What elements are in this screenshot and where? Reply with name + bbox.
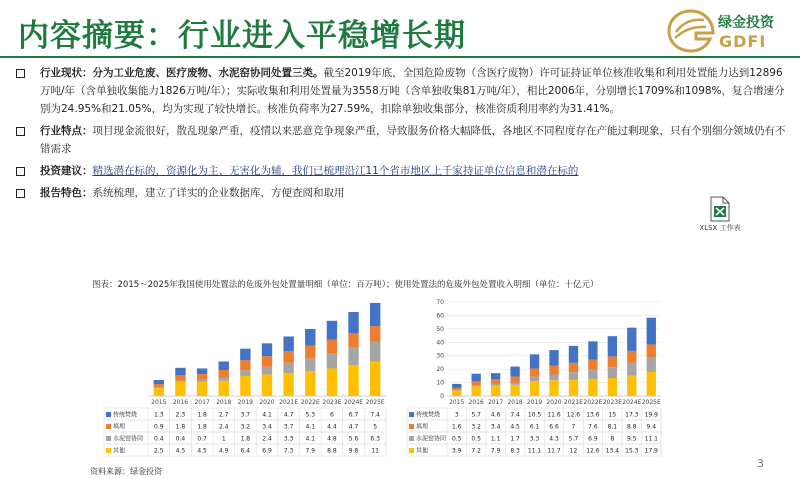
table-cell: 7.3 [283, 447, 294, 455]
y-tick-label: 50 [436, 325, 444, 333]
bar-segment [348, 333, 358, 348]
table-cell: 4.9 [218, 447, 229, 455]
legend-swatch [106, 436, 111, 441]
bar-segment [452, 391, 461, 396]
x-tick-label: 2020 [546, 399, 562, 406]
table-cell: 6.6 [549, 423, 559, 431]
checkbox-bullet-icon [16, 69, 25, 78]
table-cell: 8.3 [510, 447, 520, 455]
x-tick-label: 2025E [365, 399, 385, 406]
table-cell: 1.3 [154, 411, 164, 419]
x-tick-label: 2018 [216, 399, 232, 406]
bar-segment [647, 344, 656, 357]
bar-segment [370, 326, 380, 342]
x-tick-label: 2019 [237, 399, 254, 406]
table-cell: 4.1 [262, 411, 272, 419]
bar-segment [219, 378, 229, 381]
table-cell: 2.3 [175, 411, 186, 419]
bar-segment [154, 388, 164, 396]
table-cell: 11.6 [547, 411, 561, 419]
bar-segment [588, 360, 597, 370]
bar-segment [510, 383, 519, 385]
y-tick-label: 20 [436, 366, 444, 374]
bullet-text: 系统梳理，建立了详实的企业数据库，方便查阅和取用 [92, 187, 345, 199]
bullet-head: 报告特色： [40, 187, 93, 199]
table-cell: 7.6 [588, 423, 598, 431]
table-cell: 3.4 [490, 423, 501, 431]
table-cell: 3.2 [240, 423, 251, 431]
bar-segment [219, 370, 229, 378]
bar-segment [305, 358, 315, 371]
bar-segment [608, 356, 617, 367]
bar-segment [283, 336, 293, 351]
bar-segment [283, 373, 293, 396]
bar-segment [530, 381, 539, 396]
table-cell: 11.1 [644, 435, 658, 443]
table-cell: 12 [569, 447, 578, 455]
table-cell: 17.3 [625, 411, 639, 419]
bar-segment [569, 380, 578, 396]
x-tick-label: 2022E [300, 399, 320, 406]
bar-segment [283, 363, 293, 373]
bar-segment [588, 379, 597, 396]
disposal-revenue-chart [405, 292, 665, 462]
bar-segment [588, 370, 597, 379]
table-cell: 6 [329, 411, 334, 419]
table-cell: 7.4 [370, 411, 380, 419]
bar-segment [240, 376, 250, 396]
investment-link[interactable]: 精选潜在标的，资源化为主、无害化为辅，我们已梳理沿江11个省市地区上千家持证单位信息和潜在标的 [92, 165, 579, 177]
table-cell: 1.8 [175, 423, 186, 431]
table-cell: 12.6 [586, 447, 600, 455]
bar-segment [627, 328, 636, 351]
bar-segment [510, 367, 519, 377]
table-cell: 15 [608, 411, 617, 419]
bar-segment [569, 372, 578, 380]
table-cell: 5.7 [471, 411, 481, 419]
legend-label: 传统焚烧 [113, 411, 138, 419]
table-cell: 17.9 [644, 447, 658, 455]
table-cell: 8.8 [627, 423, 637, 431]
bar-segment [262, 374, 272, 396]
bar-segment [588, 341, 597, 359]
table-cell: 4.5 [175, 447, 186, 455]
table-cell: 3.3 [283, 435, 294, 443]
table-cell: 1.8 [197, 423, 207, 431]
source-note: 资料来源：绿金投资 [90, 467, 162, 476]
bar-segment [348, 312, 358, 333]
charts-caption: 图表：2015～2025年我国使用处置法的危废外包处置量明细（单位：百万吨）；使用处置法的危废外包处置收入明细（单位：十亿元） [92, 280, 599, 290]
bar-segment [569, 346, 578, 363]
company-logo [666, 8, 796, 54]
table-cell: 9.4 [646, 423, 657, 431]
bar-segment [348, 348, 358, 366]
bar-segment [530, 368, 539, 376]
table-cell: 7.9 [490, 447, 501, 455]
x-tick-label: 2015 [151, 399, 167, 406]
bar-segment [197, 368, 207, 374]
bar-segment [472, 381, 481, 385]
bar-segment [327, 353, 337, 368]
title-divider [0, 56, 800, 58]
bar-segment [175, 381, 185, 382]
summary-bullets [14, 64, 786, 206]
bar-segment [305, 346, 315, 359]
table-cell: 7.4 [510, 411, 520, 419]
xlsx-label: XLSX 工作表 [699, 224, 741, 232]
x-tick-label: 2024E [622, 399, 642, 406]
x-tick-label: 2024E [344, 399, 364, 406]
bar-segment [647, 357, 656, 372]
table-cell: 7.9 [305, 447, 316, 455]
bar-segment [240, 370, 250, 376]
bar-segment [647, 372, 656, 396]
table-cell: 19.9 [644, 411, 658, 419]
table-cell: 15.3 [625, 447, 639, 455]
legend-swatch [409, 412, 414, 417]
excel-file-icon [709, 196, 731, 222]
bar-segment [491, 373, 500, 379]
table-cell: 11.7 [547, 447, 561, 455]
bar-segment [370, 303, 380, 326]
table-cell: 5 [373, 423, 378, 431]
legend-label: 水泥窑协同 [113, 435, 144, 443]
table-cell: 4.7 [348, 423, 359, 431]
table-cell: 3 [454, 411, 459, 419]
bar-segment [370, 342, 380, 362]
table-cell: 4.6 [490, 411, 501, 419]
bullet-head: 行业特点： [40, 125, 93, 137]
x-tick-label: 2016 [468, 399, 484, 406]
y-tick-label: 0 [440, 393, 444, 400]
legend-label: 其他 [416, 447, 429, 455]
disposal-volume-chart [90, 292, 390, 462]
table-cell: 6.7 [348, 411, 359, 419]
bar-segment [327, 321, 337, 340]
x-tick-label: 2022E [583, 399, 603, 406]
bar-segment [219, 362, 229, 370]
table-cell: 6.3 [370, 435, 380, 443]
table-cell: 1.8 [197, 411, 207, 419]
bullet-report [14, 184, 786, 202]
bullet-status [14, 64, 786, 118]
legend-label: 填埋 [113, 423, 126, 431]
x-tick-label: 2019 [526, 399, 543, 406]
bullet-head: 行业现状：分为工业危废、医疗废物、水泥窑协同处置三类。 [40, 67, 324, 79]
checkbox-bullet-icon [16, 167, 25, 176]
y-tick-label: 60 [436, 312, 444, 320]
table-cell: 4.7 [283, 411, 294, 419]
bar-segment [472, 386, 481, 396]
table-cell: 11.1 [527, 447, 542, 455]
bar-segment [219, 381, 229, 396]
table-cell: 8 [610, 435, 615, 443]
legend-swatch [106, 448, 111, 453]
bar-segment [647, 318, 656, 345]
table-cell: 4.8 [327, 435, 337, 443]
x-tick-label: 2025E [641, 399, 661, 406]
table-cell: 3.2 [471, 423, 481, 431]
bar-segment [510, 385, 519, 396]
table-cell: 3.4 [262, 423, 272, 431]
table-cell: 2.4 [218, 423, 229, 431]
y-tick-label: 10 [436, 379, 444, 387]
x-tick-label: 2017 [487, 399, 504, 406]
bar-segment [452, 390, 461, 391]
table-cell: 3.7 [283, 423, 294, 431]
bar-segment [327, 368, 337, 396]
y-tick-label: 70 [436, 299, 444, 306]
table-cell: 5.6 [348, 435, 359, 443]
bullet-text: 项目现金流很好，散乱现象严重，疫情以来恶意竞争现象严重，导致服务价格大幅降低，各地区不同程度存在产能过剩现象，只有个别细分领域仍有不错需求 [40, 125, 786, 155]
bar-segment [627, 375, 636, 396]
table-cell: 7 [571, 423, 576, 431]
x-tick-label: 2021E [563, 399, 583, 406]
x-tick-label: 2017 [194, 399, 210, 406]
table-cell: 6.1 [529, 423, 540, 431]
bar-segment [627, 351, 636, 363]
bar-segment [154, 380, 164, 384]
legend-swatch [106, 424, 111, 429]
table-cell: 5.7 [568, 435, 579, 443]
bar-segment [549, 350, 558, 366]
checkbox-bullet-icon [16, 127, 25, 136]
table-cell: 13.4 [605, 447, 620, 455]
bar-segment [472, 386, 481, 387]
table-cell: 0.4 [154, 435, 164, 443]
table-cell: 2.4 [262, 435, 272, 443]
x-tick-label: 2023E [602, 399, 622, 406]
bar-segment [608, 336, 617, 356]
table-cell: 12.6 [566, 411, 581, 419]
bullet-head: 投资建议： [40, 165, 93, 177]
bullet-text: 截至2019年底，全国危险废物（含医疗废物）许可证持证单位核准收集和利用处置能力达到12896万吨/年（含单独收集能力1826万吨/年）；实际收集和利用处置量为3558万吨（含单独收集81万吨/年），相比2006年，分别增长1709%和1098%，复合增速分别为24.95%和21.05%，均为实现了较快增长。核准负荷率为27.59%，扣除单独收集部分，核准资质利用率约为31.41%。 [40, 67, 785, 115]
bar-segment [472, 374, 481, 382]
table-cell: 2.7 [218, 411, 229, 419]
bar-segment [530, 377, 539, 381]
table-cell: 1.8 [240, 435, 251, 443]
bar-segment [491, 384, 500, 385]
x-tick-label: 2016 [172, 399, 189, 406]
legend-label: 传统焚烧 [416, 411, 441, 419]
bar-segment [175, 375, 185, 381]
legend-label: 水泥窑协同 [416, 435, 447, 443]
bar-segment [154, 387, 164, 388]
bar-segment [197, 374, 207, 380]
x-tick-label: 2021E [279, 399, 299, 406]
gdfi-logo-icon [666, 8, 716, 54]
bar-segment [549, 380, 558, 396]
page-title: 内容摘要：行业进入平稳增长期 [18, 18, 466, 54]
bar-segment [154, 384, 164, 387]
table-cell: 9.8 [348, 447, 359, 455]
bar-segment [240, 360, 250, 370]
table-cell: 13.6 [586, 411, 600, 419]
bar-segment [175, 368, 185, 375]
checkbox-bullet-icon [16, 189, 25, 198]
bar-segment [327, 340, 337, 354]
bar-segment [240, 349, 250, 361]
y-tick-label: 30 [436, 352, 444, 360]
table-cell: 0.7 [197, 435, 207, 443]
table-cell: 4.3 [549, 435, 559, 443]
bar-segment [491, 379, 500, 384]
bar-segment [569, 363, 578, 372]
legend-swatch [409, 424, 414, 429]
table-cell: 8.1 [607, 423, 618, 431]
table-cell: 1.7 [510, 435, 520, 443]
bar-segment [262, 367, 272, 375]
bar-segment [370, 362, 380, 396]
table-cell: 11 [371, 447, 380, 455]
table-cell: 4.4 [327, 423, 337, 431]
x-tick-label: 2015 [449, 399, 465, 406]
page-number: 3 [757, 457, 764, 470]
table-cell: 9.5 [627, 435, 637, 443]
bar-segment [175, 382, 185, 396]
legend-swatch [106, 412, 111, 417]
table-cell: 6.9 [262, 447, 272, 455]
bar-segment [283, 351, 293, 363]
bar-segment [608, 367, 617, 378]
bar-segment [197, 382, 207, 396]
bar-segment [549, 375, 558, 381]
legend-swatch [409, 436, 414, 441]
table-cell: 0.9 [154, 423, 164, 431]
table-cell: 0.5 [451, 435, 462, 443]
table-cell: 8.8 [327, 447, 337, 455]
table-cell: 4.1 [305, 435, 316, 443]
table-cell: 6.4 [240, 447, 251, 455]
table-cell: 10.5 [527, 411, 542, 419]
bar-segment [452, 388, 461, 390]
table-cell: 3.3 [529, 435, 540, 443]
table-cell: 1.6 [451, 423, 462, 431]
legend-label: 填埋 [416, 423, 429, 431]
table-cell: 4.5 [197, 447, 207, 455]
legend-swatch [409, 448, 414, 453]
bar-segment [452, 384, 461, 388]
x-tick-label: 2023E [322, 399, 342, 406]
table-cell: 4.5 [510, 423, 520, 431]
table-cell: 3.9 [451, 447, 462, 455]
y-tick-label: 40 [436, 339, 444, 347]
logo-text-cn: 绿金投资 [718, 15, 774, 31]
legend-label: 其他 [113, 447, 126, 455]
table-cell: 7.2 [471, 447, 481, 455]
xlsx-attachment[interactable] [691, 196, 749, 236]
table-cell: 2.5 [154, 447, 164, 455]
table-cell: 1 [221, 435, 226, 443]
table-cell: 4.1 [305, 423, 316, 431]
bullet-investment [14, 162, 700, 180]
logo-text-en: GDFI [719, 32, 767, 51]
bar-segment [627, 363, 636, 376]
bar-segment [197, 380, 207, 382]
bar-segment [305, 329, 315, 346]
bar-segment [608, 378, 617, 396]
table-cell: 0.4 [175, 435, 186, 443]
table-cell: 3.7 [240, 411, 251, 419]
bullet-features [14, 122, 786, 158]
bar-segment [262, 343, 272, 356]
table-cell: 5.3 [305, 411, 316, 419]
bar-segment [549, 366, 558, 375]
bar-segment [262, 356, 272, 367]
table-cell: 6.9 [588, 435, 598, 443]
table-cell: 1.1 [490, 435, 501, 443]
bar-segment [530, 354, 539, 368]
x-tick-label: 2018 [507, 399, 523, 406]
bar-segment [491, 385, 500, 396]
x-tick-label: 2020 [259, 399, 275, 406]
table-cell: 0.5 [471, 435, 481, 443]
bar-segment [510, 377, 519, 383]
bar-segment [348, 365, 358, 396]
bar-segment [305, 371, 315, 396]
